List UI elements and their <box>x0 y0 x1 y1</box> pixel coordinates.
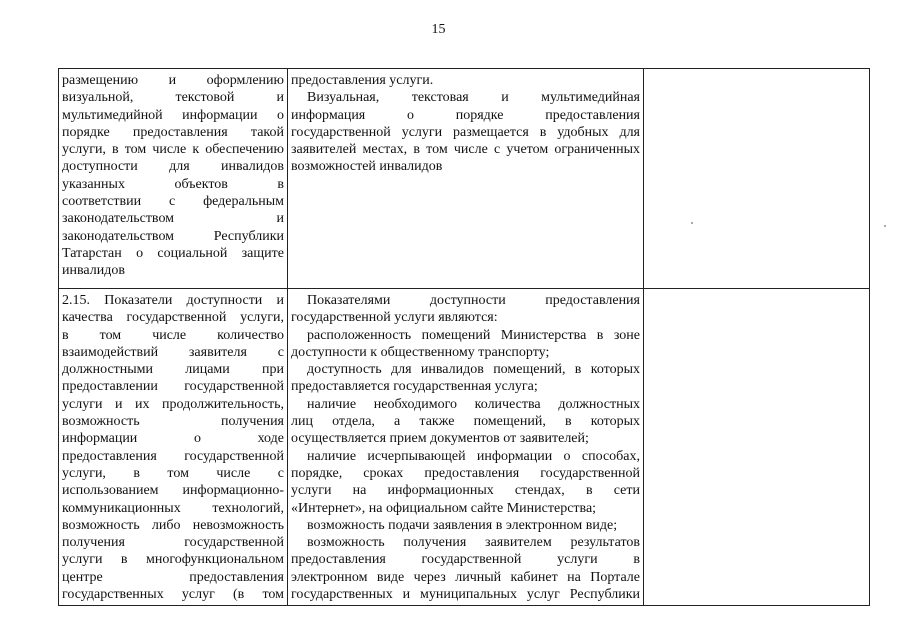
text-line: доступность для инвалидов помещений, в которых <box>307 362 640 378</box>
text-line: «Интернет», на официальном сайте Министерства; <box>291 500 597 516</box>
text-line: должностными лицами при <box>62 362 284 378</box>
description-cell <box>288 69 644 289</box>
text-line: информации о ходе <box>62 431 284 447</box>
text-line: визуальной, текстовой и <box>62 90 284 106</box>
text-line: законодательством и <box>62 211 284 227</box>
text-line: предоставления государственной <box>62 448 284 464</box>
text-line: государственной услуги размещается в удобных для <box>291 124 640 140</box>
text-line: центре предоставления <box>62 569 284 585</box>
requirement-cell <box>59 289 288 606</box>
text-line: расположенность помещений Министерства в зоне <box>307 327 640 343</box>
text-line: Показателями доступности предоставления <box>307 293 640 308</box>
text-line: указанных объектов в <box>62 176 284 192</box>
text-line: государственных и муниципальных услуг Республики <box>291 587 640 603</box>
text-line: качества государственной услуги, <box>62 310 284 326</box>
text-line: возможность либо невозможность <box>62 517 284 533</box>
text-line: использованием информационно- <box>62 483 284 499</box>
text-line: законодательством Республики <box>62 228 284 244</box>
text-line: соответствии с федеральным <box>62 194 284 210</box>
text-line: государственной услуги являются: <box>291 310 498 326</box>
description-cell <box>288 289 644 606</box>
text-line: 2.15. Показатели доступности и <box>62 293 284 308</box>
scan-speck <box>691 222 693 224</box>
scan-speck <box>884 225 886 227</box>
requirement-cell <box>59 69 288 289</box>
text-line: Визуальная, текстовая и мультимедийная <box>307 90 640 106</box>
text-line: возможностей инвалидов <box>291 159 443 175</box>
text-line: заявителей местах, в том числе с учетом ограниченных <box>291 142 640 158</box>
text-line: возможность получения <box>62 414 284 430</box>
text-line: порядке предоставления такой <box>62 124 284 140</box>
table-row <box>59 69 870 289</box>
text-line: инвалидов <box>62 263 125 279</box>
document-table <box>58 68 870 606</box>
text-line: информация о порядке предоставления <box>291 107 640 123</box>
text-line: наличие необходимого количества должностных <box>307 396 640 412</box>
text-line: наличие исчерпывающей информации о способах, <box>307 448 640 464</box>
text-line: предоставляется государственная услуга; <box>291 379 538 395</box>
text-line: услуги на информационных стендах, в сети <box>291 483 640 499</box>
text-line: лиц отдела, а также помещений, в которых <box>291 414 640 430</box>
text-line: электронном виде через личный кабинет на Портале <box>291 569 640 585</box>
text-line: Татарстан о социальной защите <box>62 245 284 261</box>
text-line: услуги и их продолжительность, <box>62 396 284 412</box>
text-line: взаимодействий заявителя с <box>62 344 284 360</box>
text-line: в том числе количество <box>62 327 284 343</box>
text-line: мультимедийной информации о <box>62 107 284 123</box>
text-line: доступности для инвалидов <box>62 159 284 175</box>
legal-basis-cell <box>644 289 870 606</box>
page-number: 15 <box>431 22 446 37</box>
text-line: услуги в многофункциональном <box>62 552 284 568</box>
text-line: доступности к общественному транспорту; <box>291 344 550 360</box>
text-line: осуществляется прием документов от заявителей; <box>291 431 589 447</box>
text-line: порядке, сроках предоставления государственной <box>291 465 640 481</box>
text-line: размещению и оформлению <box>62 73 284 88</box>
text-line: услуги, в том числе с <box>62 465 284 481</box>
table-row <box>59 289 870 606</box>
legal-basis-cell <box>644 69 870 289</box>
text-line: предоставления услуги. <box>291 73 434 88</box>
text-line: возможность получения заявителем результатов <box>307 535 640 551</box>
text-line: возможность подачи заявления в электронном виде; <box>307 517 618 533</box>
text-line: государственных услуг (в том <box>62 587 284 603</box>
text-line: услуги, в том числе к обеспечению <box>62 142 284 158</box>
text-line: предоставлении государственной <box>62 379 284 395</box>
text-line: коммуникационных технологий, <box>62 500 284 516</box>
text-line: предоставления государственной услуги в <box>291 552 640 568</box>
text-line: получения государственной <box>62 535 284 551</box>
